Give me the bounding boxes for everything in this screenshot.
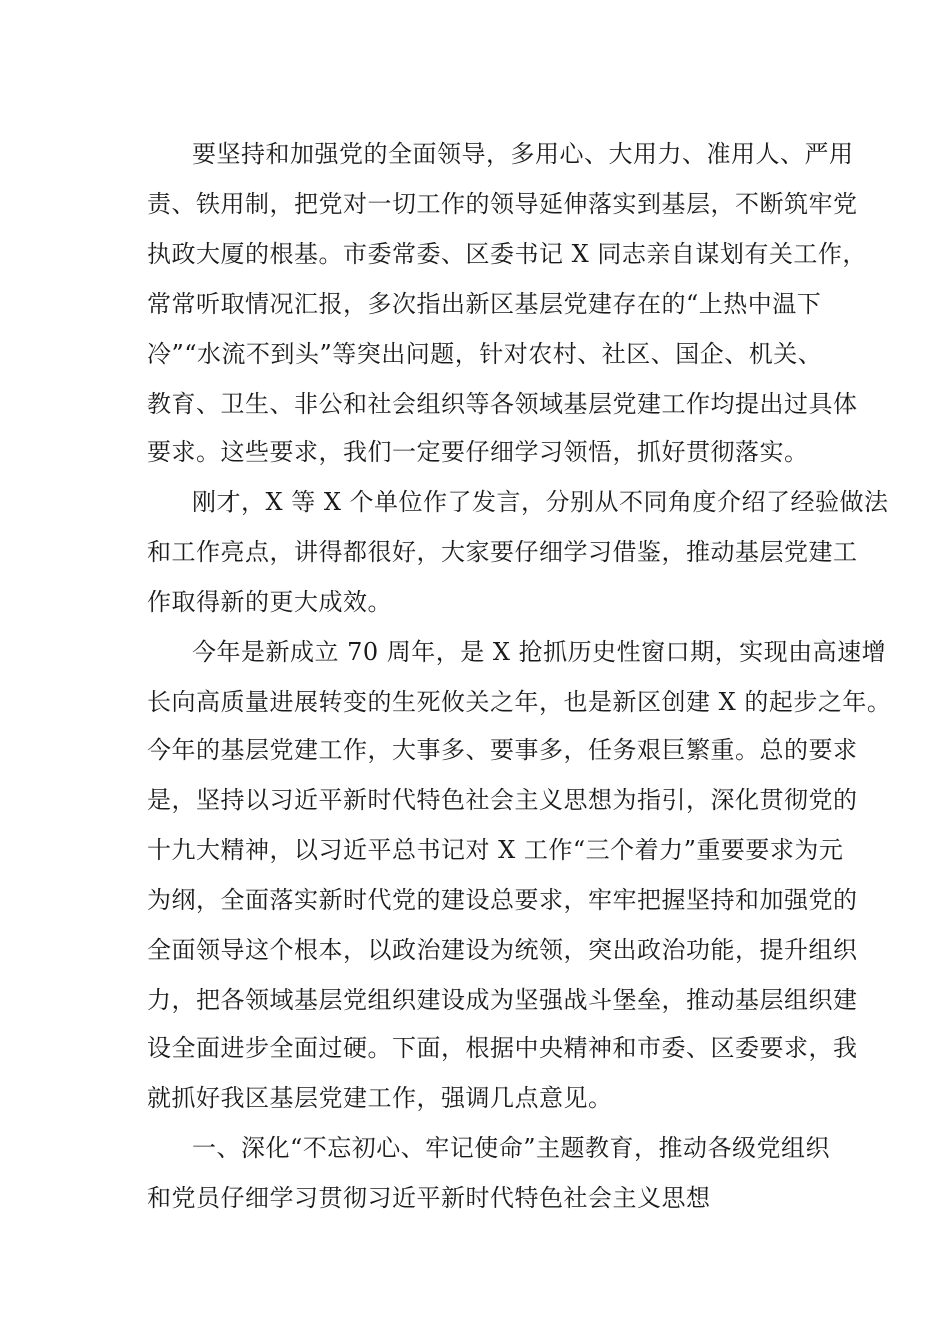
paragraph-1-line-5: 冷”“水流不到头”等突出问题，针对农村、社区、国企、机关、 <box>147 340 823 368</box>
paragraph-3-line-5: 十九大精神，以习近平总书记对 X 工作“三个着力”重要要求为元 <box>147 836 844 864</box>
paragraph-1-line-6: 教育、卫生、非公和社会组织等各领域基层党建工作均提出过具体 <box>147 390 858 418</box>
paragraph-3-line-3: 今年的基层党建工作，大事多、要事多，任务艰巨繁重。总的要求 <box>147 736 858 764</box>
section-heading-line-2: 和党员仔细学习贯彻习近平新时代特色社会主义思想 <box>147 1184 711 1212</box>
paragraph-1-line-7: 要求。这些要求，我们一定要仔细学习领悟，抓好贯彻落实。 <box>147 438 809 466</box>
paragraph-3-line-9: 设全面进步全面过硬。下面，根据中央精神和市委、区委要求，我 <box>147 1034 858 1062</box>
paragraph-2-line-2: 和工作亮点，讲得都很好，大家要仔细学习借鉴，推动基层党建工 <box>147 538 858 566</box>
paragraph-1-line-2: 责、铁用制，把党对一切工作的领导延伸落实到基层，不断筑牢党 <box>147 190 858 218</box>
section-heading-line-1: 一、深化“不忘初心、牢记使命”主题教育，推动各级党组织 <box>192 1134 831 1162</box>
paragraph-3-line-4: 是，坚持以习近平新时代特色社会主义思想为指引，深化贯彻党的 <box>147 786 858 814</box>
paragraph-3-line-1: 今年是新成立 70 周年，是 X 抢抓历史性窗口期，实现由高速增 <box>192 638 887 666</box>
paragraph-3-line-2: 长向高质量进展转变的生死攸关之年，也是新区创建 X 的起步之年。 <box>147 688 892 716</box>
paragraph-1-line-1: 要坚持和加强党的全面领导，多用心、大用力、准用人、严用 <box>192 140 854 168</box>
paragraph-1-line-4: 常常听取情况汇报，多次指出新区基层党建存在的“上热中温下 <box>147 290 822 318</box>
paragraph-2-line-3: 作取得新的更大成效。 <box>147 588 392 616</box>
paragraph-1-line-3: 执政大厦的根基。市委常委、区委书记 X 同志亲自谋划有关工作， <box>147 240 867 268</box>
paragraph-3-line-10: 就抓好我区基层党建工作，强调几点意见。 <box>147 1084 613 1112</box>
paragraph-2-line-1: 刚才，X 等 X 个单位作了发言，分别从不同角度介绍了经验做法 <box>192 488 889 516</box>
paragraph-3-line-6: 为纲，全面落实新时代党的建设总要求，牢牢把握坚持和加强党的 <box>147 886 858 914</box>
paragraph-3-line-8: 力，把各领域基层党组织建设成为坚强战斗堡垒，推动基层组织建 <box>147 986 858 1014</box>
paragraph-3-line-7: 全面领导这个根本，以政治建设为统领，突出政治功能，提升组织 <box>147 936 858 964</box>
